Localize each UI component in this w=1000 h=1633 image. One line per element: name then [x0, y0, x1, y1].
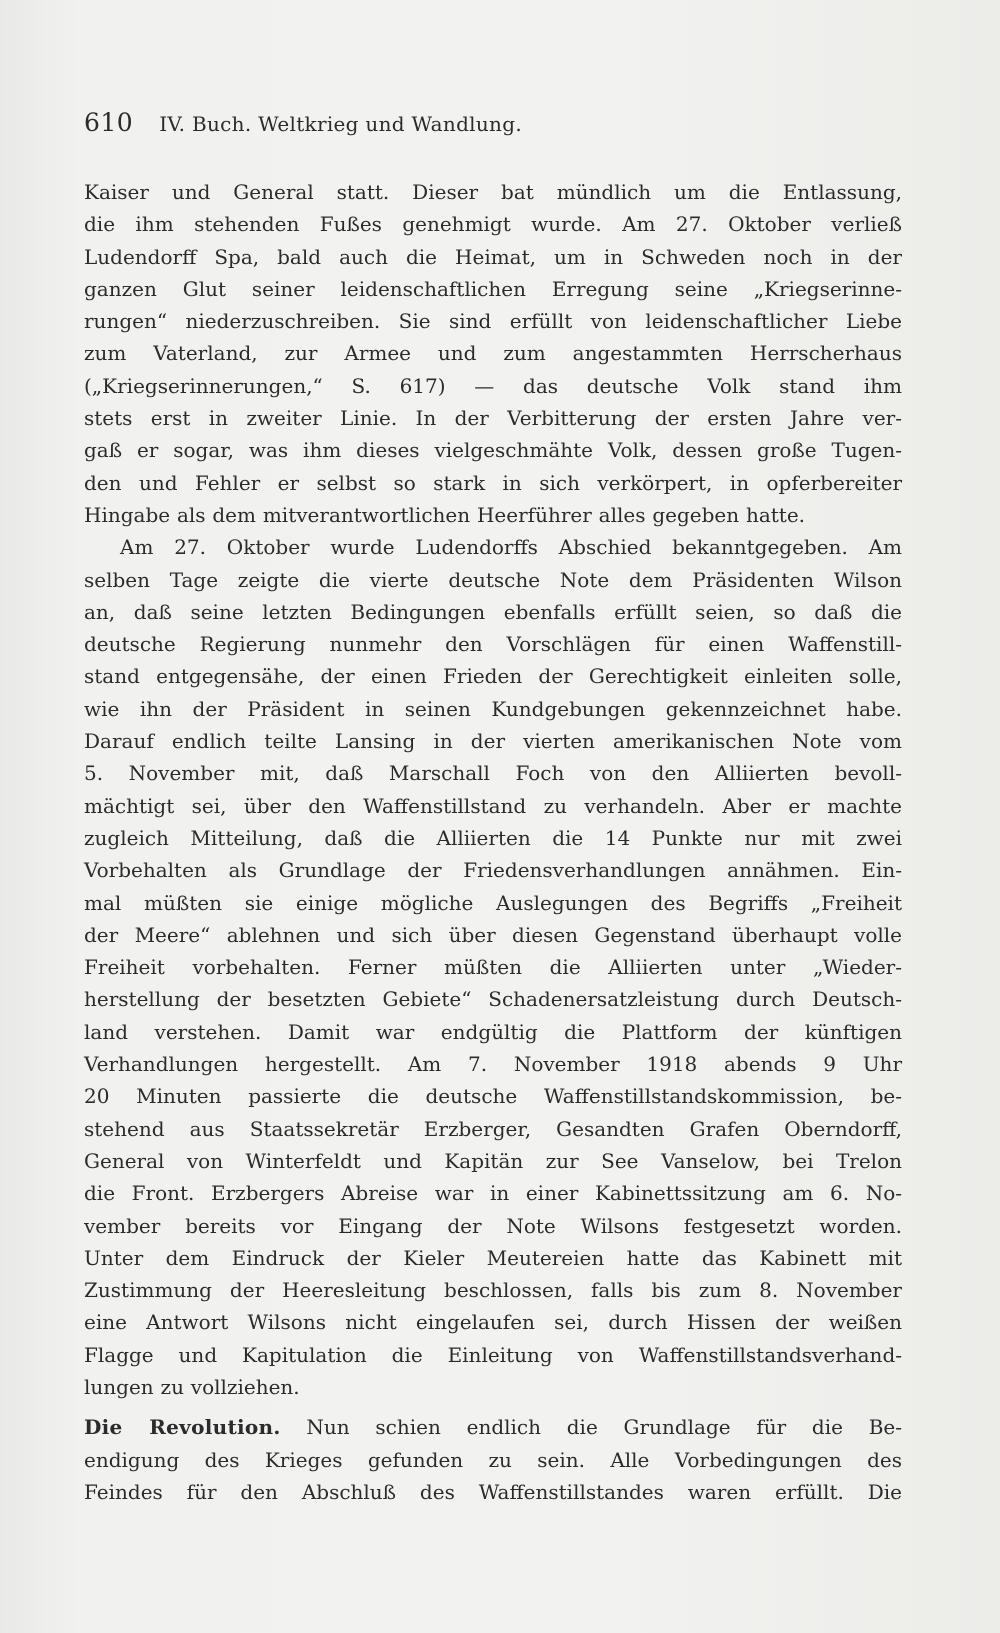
text-line: Feindes für den Abschluß des Waffenstillstandes waren erfüllt. Die: [84, 1479, 902, 1504]
body-text: [84, 176, 902, 1508]
text-line: ganzen Glut seiner leidenschaftlichen Erregung seine „Kriegserinne-: [84, 276, 902, 301]
text-line: Zustimmung der Heeresleitung beschlossen, falls bis zum 8. November: [84, 1278, 902, 1303]
text-line: mächtigt sei, über den Waffenstillstand zu verhandeln. Aber er machte: [84, 793, 902, 818]
text-line: Vorbehalten als Grundlage der Friedensverhandlungen annähmen. Ein-: [84, 858, 902, 883]
section-first-line-text: Nun schien endlich die Grundlage für die Be-: [306, 1415, 902, 1440]
text-line: eine Antwort Wilsons nicht eingelaufen sei, durch Hissen der weißen: [84, 1310, 902, 1335]
text-line: Am 27. Oktober wurde Ludendorffs Abschied bekanntgegeben. Am: [120, 535, 902, 560]
text-line: General von Winterfeldt und Kapitän zur See Vanselow, bei Trelon: [84, 1148, 902, 1173]
paragraph-gap: [84, 1403, 902, 1411]
text-line: die Front. Erzbergers Abreise war in einer Kabinettssitzung am 6. No-: [84, 1181, 902, 1206]
text-line: vember bereits vor Eingang der Note Wilsons festgesetzt worden.: [84, 1213, 902, 1238]
text-line: der Meere“ ablehnen und sich über diesen Gegenstand überhaupt volle: [84, 922, 902, 947]
text-line: herstellung der besetzten Gebiete“ Schadenersatzleistung durch Deutsch-: [84, 987, 902, 1012]
text-line: die ihm stehenden Fußes genehmigt wurde. Am 27. Oktober verließ: [84, 212, 902, 237]
text-line: 5. November mit, daß Marschall Foch von den Alliierten bevoll-: [84, 761, 902, 786]
running-head: IV. Buch. Weltkrieg und Wandlung.: [159, 112, 522, 136]
text-line: Kaiser und General statt. Dieser bat mündlich um die Entlassung,: [84, 180, 902, 204]
text-line: stehend aus Staatssekretär Erzberger, Gesandten Grafen Oberndorff,: [84, 1116, 902, 1141]
section-first-line: [84, 1411, 902, 1443]
text-line: wie ihn der Präsident in seinen Kundgebungen gekennzeichnet habe.: [84, 696, 902, 721]
text-line: lungen zu vollziehen.: [84, 1374, 300, 1399]
text-line: Unter dem Eindruck der Kieler Meutereien hatte das Kabinett mit: [84, 1245, 902, 1270]
text-line: mal müßten sie einige mögliche Auslegungen des Begriffs „Freiheit: [84, 890, 902, 915]
text-line: Flagge und Kapitulation die Einleitung von Waffenstillstandsverhand-: [84, 1342, 902, 1367]
text-line: zugleich Mitteilung, daß die Alliierten die 14 Punkte nur mit zwei: [84, 825, 902, 850]
text-line: deutsche Regierung nunmehr den Vorschlägen für einen Waffenstill-: [84, 632, 902, 657]
text-line: endigung des Krieges gefunden zu sein. Alle Vorbedingungen des: [84, 1447, 902, 1472]
text-line: („Kriegserinnerungen,“ S. 617) — das deutsche Volk stand ihm: [84, 373, 902, 398]
text-line: an, daß seine letzten Bedingungen ebenfalls erfüllt seien, so daß die: [84, 599, 902, 624]
page-number: 610: [84, 108, 134, 137]
text-line: den und Fehler er selbst so stark in sich verkörpert, in opferbereiter: [84, 470, 902, 495]
page-header: [84, 108, 904, 144]
text-line: zum Vaterland, zur Armee und zum angestammten Herrscherhaus: [84, 341, 902, 366]
text-line: Darauf endlich teilte Lansing in der vierten amerikanischen Note vom: [84, 729, 902, 754]
text-line: stand entgegensähe, der einen Frieden der Gerechtigkeit einleiten solle,: [84, 664, 902, 689]
text-line: Hingabe als dem mitverantwortlichen Heerführer alles gegeben hatte.: [84, 502, 806, 527]
text-line: land verstehen. Damit war endgültig die Plattform der künftigen: [84, 1019, 902, 1044]
text-line: Verhandlungen hergestellt. Am 7. November 1918 abends 9 Uhr: [84, 1052, 902, 1077]
text-line: gaß er sogar, was ihm dieses vielgeschmähte Volk, dessen große Tugen-: [84, 438, 902, 463]
text-line: rungen“ niederzuschreiben. Sie sind erfüllt von leidenschaftlicher Liebe: [84, 309, 902, 334]
text-line: selben Tage zeigte die vierte deutsche Note dem Präsidenten Wilson: [84, 567, 902, 592]
text-line: Freiheit vorbehalten. Ferner müßten die Alliierten unter „Wieder-: [84, 955, 902, 980]
text-line: stets erst in zweiter Linie. In der Verbitterung der ersten Jahre ver-: [84, 406, 902, 431]
section-title: Die Revolution.: [84, 1415, 281, 1440]
text-line: Ludendorff Spa, bald auch die Heimat, um in Schweden noch in der: [84, 244, 902, 269]
text-line: 20 Minuten passierte die deutsche Waffenstillstandskommission, be-: [84, 1084, 902, 1109]
